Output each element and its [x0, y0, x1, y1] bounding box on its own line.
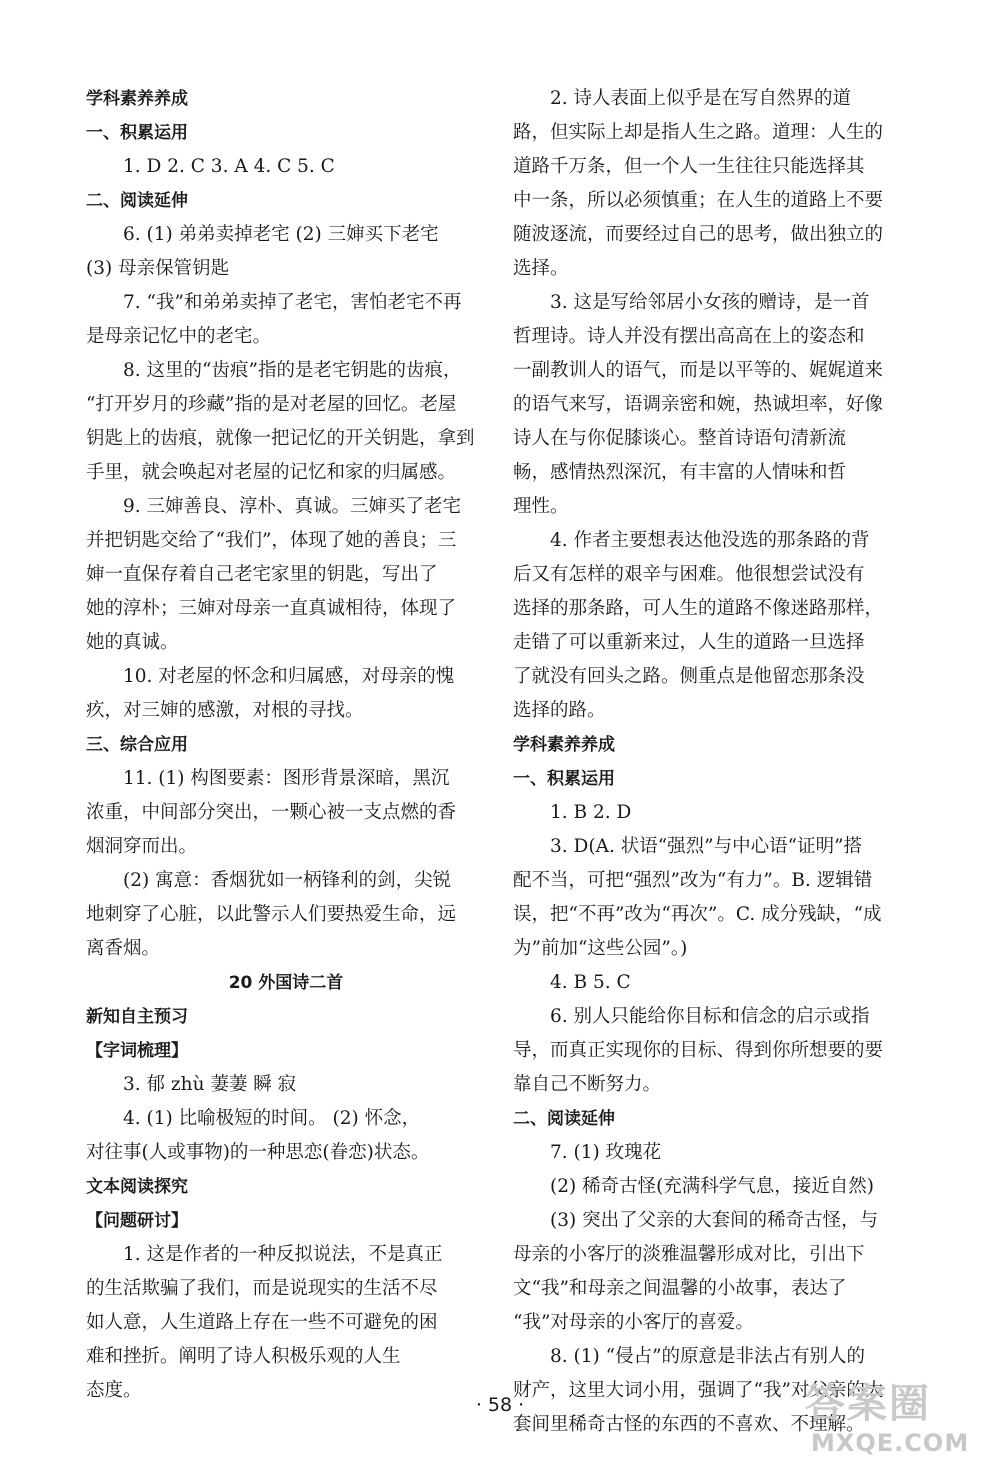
text-line: 文“我”和母亲之间温馨的小故事，表达了	[513, 1278, 847, 1299]
text-line: 婶一直保存着自己老宅家里的钥匙，写出了	[86, 564, 438, 585]
text-line: 误，把“不再”改为“再次”。C. 成分残缺，“成	[513, 904, 882, 925]
left-column	[86, 82, 486, 1408]
text-line: 8. (1) “侵占”的原意是非法占有别人的	[550, 1346, 866, 1367]
text-line: 态度。	[86, 1380, 142, 1401]
text-line: 1. 这是作者的一种反拟说法，不是真正	[123, 1244, 443, 1265]
text-line: 3. D(A. 状语“强烈”与中心语“证明”搭	[550, 836, 863, 857]
text-line: 6. 别人只能给你目标和信念的启示或指	[550, 1006, 870, 1027]
text-line: 诗人在与你促膝谈心。整首诗语句清新流	[513, 428, 847, 449]
text-line: 选择。	[513, 258, 569, 279]
text-line: 9. 三婶善良、淳朴、真诚。三婶买了老宅	[123, 496, 462, 517]
text-line: 7. (1) 玫瑰花	[550, 1142, 662, 1163]
text-line: 浓重，中间部分突出，一颗心被一支点燃的香	[86, 802, 457, 823]
text-line: 7. “我”和弟弟卖掉了老宅，害怕老宅不再	[123, 292, 462, 313]
text-line: 烟洞穿而出。	[86, 836, 198, 857]
text-line: 2. 诗人表面上似乎是在写自然界的道	[550, 88, 852, 109]
text-line: 畅，感情热烈深沉，有丰富的人情味和哲	[513, 462, 847, 483]
text-line: 理性。	[513, 496, 569, 517]
section-heading: 文本阅读探究	[86, 1177, 188, 1197]
text-line: 8. 这里的“齿痕”指的是老宅钥匙的齿痕，	[123, 360, 462, 381]
text-line: 地刺穿了心脏，以此警示人们要热爱生命，远	[86, 904, 457, 925]
section-heading: 20 外国诗二首	[228, 973, 344, 993]
text-line: “打开岁月的珍藏”指的是对老屋的回忆。老屋	[86, 394, 457, 415]
text-line: 4. 作者主要想表达他没选的那条路的背	[550, 530, 870, 551]
text-line: 1. D 2. C 3. A 4. C 5. C	[123, 156, 335, 177]
text-line: 选择的路。	[513, 700, 606, 721]
text-line: 如人意，人生道路上存在一些不可避免的困	[86, 1312, 438, 1333]
text-line: 选择的那条路，可人生的道路不像迷路那样，	[513, 598, 884, 619]
text-line: 难和挫折。阐明了诗人积极乐观的人生	[86, 1346, 401, 1367]
text-line: 是母亲记忆中的老宅。	[86, 326, 272, 347]
text-line: 1. B 2. D	[550, 802, 632, 823]
section-heading: 二、阅读延伸	[86, 191, 188, 211]
text-line: 靠自己不断努力。	[513, 1074, 662, 1095]
text-line: 为”前加“这些公园”。)	[513, 938, 688, 959]
text-line: 了就没有回头之路。侧重点是他留恋那条没	[513, 666, 865, 687]
section-heading: 新知自主预习	[86, 1007, 188, 1027]
text-line: 对往事(人或事物)的一种思恋(眷恋)状态。	[86, 1142, 430, 1163]
section-heading: 三、综合应用	[86, 735, 188, 755]
section-heading: 一、积累运用	[86, 123, 188, 143]
text-line: 钥匙上的齿痕，就像一把记忆的开关钥匙，拿到	[86, 428, 475, 449]
text-line: 6. (1) 弟弟卖掉老宅 (2) 三婶买下老宅	[123, 224, 439, 245]
text-line: 她的淳朴；三婶对母亲一直真诚相待，体现了	[86, 598, 457, 619]
watermark-text: 答案圈	[805, 1381, 931, 1427]
watermark-url: MXQE.COM	[811, 1429, 970, 1457]
text-line: 疚，对三婶的感激，对根的寻找。	[86, 700, 364, 721]
text-line: 她的真诚。	[86, 632, 179, 653]
text-line: (3) 母亲保管钥匙	[86, 258, 230, 279]
text-line: 走错了可以重新来过，人生的道路一旦选择	[513, 632, 865, 653]
text-line: (2) 寓意：香烟犹如一柄锋利的剑，尖锐	[123, 870, 452, 891]
text-line: 随波逐流，而要经过自己的思考，做出独立的	[513, 224, 884, 245]
right-column	[513, 82, 913, 1442]
text-line: 并把钥匙交给了“我们”，体现了她的善良；三	[86, 530, 457, 551]
text-line: 4. B 5. C	[550, 972, 631, 993]
text-line: 中一条，所以必须慎重；在人生的道路上不要	[513, 190, 884, 211]
section-heading: 学科素养养成	[86, 89, 188, 109]
text-line: 11. (1) 构图要素：图形背景深暗，黑沉	[123, 768, 450, 789]
text-line: 3. 郁 zhù 萋萋 瞬 寂	[123, 1074, 297, 1095]
section-heading: 一、积累运用	[513, 769, 615, 789]
page-number: · 58 ·	[475, 1394, 525, 1416]
text-line: 路，但实际上却是指人生之路。道理：人生的	[513, 122, 884, 143]
section-heading: 【问题研讨】	[86, 1211, 188, 1231]
text-line: 导，而真正实现你的目标、得到你所想要的要	[513, 1040, 884, 1061]
text-line: 的语气来写，语调亲密和婉，热诚坦率，好像	[513, 394, 884, 415]
text-line: “我”对母亲的小客厅的喜爱。	[513, 1312, 754, 1333]
text-line: 4. (1) 比喻极短的时间。 (2) 怀念，	[123, 1108, 421, 1129]
text-line: (2) 稀奇古怪(充满科学气息，接近自然)	[550, 1176, 875, 1197]
text-line: 配不当，可把“强烈”改为“有力”。B. 逻辑错	[513, 870, 873, 891]
section-heading: 【字词梳理】	[86, 1041, 188, 1061]
text-line: 一副教训人的语气，而是以平等的、娓娓道来	[513, 360, 884, 381]
section-heading: 二、阅读延伸	[513, 1109, 615, 1129]
text-line: 手里，就会唤起对老屋的记忆和家的归属感。	[86, 462, 457, 483]
text-line: (3) 突出了父亲的大套间的稀奇古怪，与	[550, 1210, 879, 1231]
text-line: 的生活欺骗了我们，而是说现实的生活不尽	[86, 1278, 438, 1299]
section-heading: 学科素养养成	[513, 735, 615, 755]
text-line: 套间里稀奇古怪的东西的不喜欢、不理解。	[513, 1414, 865, 1435]
text-line: 哲理诗。诗人并没有摆出高高在上的姿态和	[513, 326, 865, 347]
text-line: 离香烟。	[86, 938, 161, 959]
text-line: 后又有怎样的艰辛与困难。他很想尝试没有	[513, 564, 865, 585]
watermark-logo	[805, 1380, 985, 1465]
text-line: 3. 这是写给邻居小女孩的赠诗，是一首	[550, 292, 870, 313]
text-line: 10. 对老屋的怀念和归属感，对母亲的愧	[123, 666, 455, 687]
text-line: 财产，这里大词小用，强调了“我”对父亲的大	[513, 1380, 884, 1401]
text-line: 道路千万条，但一个人一生往往只能选择其	[513, 156, 865, 177]
text-line: 母亲的小客厅的淡雅温馨形成对比，引出下	[513, 1244, 865, 1265]
